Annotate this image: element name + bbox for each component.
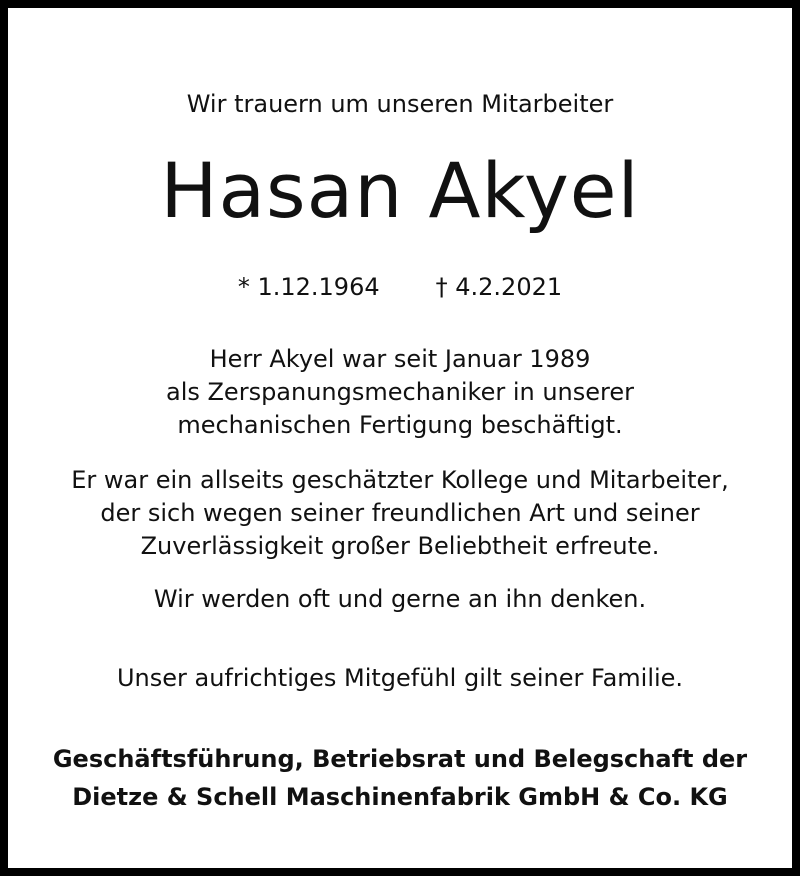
paragraph-line: mechanischen Fertigung beschäftigt.	[177, 411, 623, 439]
paragraph-line: Herr Akyel war seit Januar 1989	[209, 345, 591, 373]
tribute-paragraph	[16, 464, 784, 563]
paragraph-line: als Zerspanungsmechaniker in unserer	[165, 378, 634, 406]
birth-date: * 1.12.1964	[237, 273, 380, 301]
paragraph-line: Zuverlässigkeit großer Beliebtheit erfreute.	[140, 532, 660, 560]
paragraph-line: der sich wegen seiner freundlichen Art und seiner	[100, 499, 700, 527]
obituary-content	[16, 16, 784, 860]
condolence-text: Unser aufrichtiges Mitgefühl gilt seiner Familie.	[116, 664, 684, 692]
intro-text: Wir trauern um unseren Mitarbeiter	[186, 90, 614, 118]
signature-line: Geschäftsführung, Betriebsrat und Belegschaft der	[52, 745, 748, 773]
employment-paragraph	[16, 343, 784, 442]
death-date: † 4.2.2021	[435, 273, 563, 301]
paragraph-line: Er war ein allseits geschätzter Kollege und Mitarbeiter,	[71, 466, 729, 494]
deceased-name: Hasan Akyel	[160, 146, 640, 235]
signature-block	[16, 740, 784, 816]
life-dates	[16, 273, 784, 301]
remembrance-text: Wir werden oft und gerne an ihn denken.	[153, 585, 647, 613]
signature-line: Dietze & Schell Maschinenfabrik GmbH & Co. KG	[72, 783, 728, 811]
